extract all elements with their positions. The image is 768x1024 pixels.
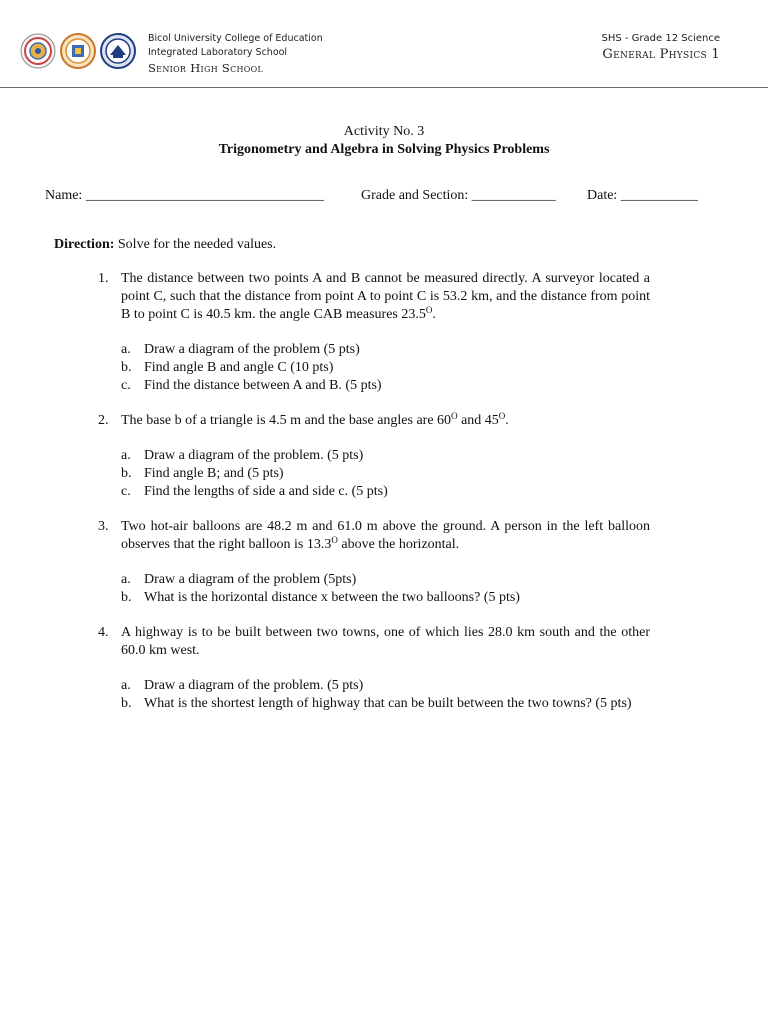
school-line-3: Senior High School [148,61,264,75]
problem-2-parts [98,447,650,501]
part-text: Draw a diagram of the problem. (5 pts) [144,448,364,463]
problem-text: Two hot-air balloons are 48.2 m and 61.0 m above the ground. A person in the left balloon observes that the right balloon is 13.3 [121,519,650,552]
part-text: What is the shortest length of highway that can be built between the two towns? (5 pts) [144,696,632,711]
problem-number: 3. [98,519,109,534]
problem-text-end: . [505,413,509,428]
problem-4-parts [98,677,650,713]
degree-sign: O [451,411,458,421]
grade-level: SHS - Grade 12 Science [601,33,720,44]
problem-text-mid: and 45 [457,413,499,428]
list-item [121,465,650,483]
part-text: Find angle B; and (5 pts) [144,466,284,481]
problem-1 [98,270,650,324]
direction-text: Solve for the needed values. [114,237,277,252]
list-item [121,571,650,589]
school-name-block [148,32,323,76]
page-header [0,0,768,88]
part-letter: a. [121,448,131,463]
part-text: Find the distance between A and B. (5 pts) [144,378,382,393]
activity-number: Activity No. 3 [343,124,425,139]
direction-line [54,237,276,253]
problem-number: 4. [98,625,109,640]
activity-topic: Trigonometry and Algebra in Solving Physics Problems [218,142,550,157]
date-field[interactable]: Date: ___________ [587,188,698,203]
problem-text: The distance between two points A and B cannot be measured directly. A surveyor located a point C, such that the distance from point A to point C is 53.2 km, and the distance from point B to point C is 40.5 km. the angle CAB measures 23.5 [121,271,650,322]
school-line-2: Integrated Laboratory School [148,47,288,58]
problem-text: The base b of a triangle is 4.5 m and the base angles are 60 [121,413,452,428]
problem-3-parts [98,571,650,607]
problem-1-parts [98,341,650,395]
degree-sign: O [425,305,433,315]
degree-sign: O [498,411,506,421]
direction-label: Direction: [54,237,115,252]
list-item [121,677,650,695]
problem-4 [98,624,650,660]
problem-2 [98,412,650,430]
problem-list [98,270,650,730]
list-item [121,589,650,607]
list-item [121,341,650,359]
problem-number: 1. [98,271,109,286]
list-item [121,377,650,395]
problem-3 [98,518,650,554]
part-text: Draw a diagram of the problem. (5 pts) [144,678,364,693]
part-text: Draw a diagram of the problem (5pts) [144,572,357,587]
problem-text: A highway is to be built between two towns, one of which lies 28.0 km south and the other 60.0 km west. [121,625,650,658]
list-item [121,447,650,465]
grade-section-field[interactable]: Grade and Section: ____________ [361,188,556,203]
logo-group [20,33,136,69]
header-divider [0,87,768,88]
course-title: General Physics 1 [602,47,720,62]
problem-text-end: . [432,307,436,322]
part-letter: b. [121,696,132,711]
activity-title-block [0,123,768,159]
bu-seal-logo [20,33,56,69]
part-text: Find angle B and angle C (10 pts) [144,360,334,375]
ils-seal-logo [100,33,136,69]
part-letter: b. [121,590,132,605]
name-field[interactable]: Name: __________________________________ [45,188,324,203]
list-item [121,483,650,501]
problem-number: 2. [98,413,109,428]
part-text: Draw a diagram of the problem (5 pts) [144,342,360,357]
subject-block [601,32,720,64]
part-letter: a. [121,678,131,693]
part-letter: c. [121,484,131,499]
school-line-1: Bicol University College of Education [148,33,323,44]
list-item [121,695,650,713]
part-letter: a. [121,342,131,357]
college-seal-logo [60,33,96,69]
part-text: What is the horizontal distance x between the two balloons? (5 pts) [144,590,520,605]
degree-sign: O [331,535,338,545]
part-letter: a. [121,572,131,587]
part-text: Find the lengths of side a and side c. (5 pts) [144,484,388,499]
part-letter: c. [121,378,131,393]
problem-text-end: above the horizontal. [337,537,460,552]
part-letter: b. [121,466,132,481]
list-item [121,359,650,377]
part-letter: b. [121,360,132,375]
